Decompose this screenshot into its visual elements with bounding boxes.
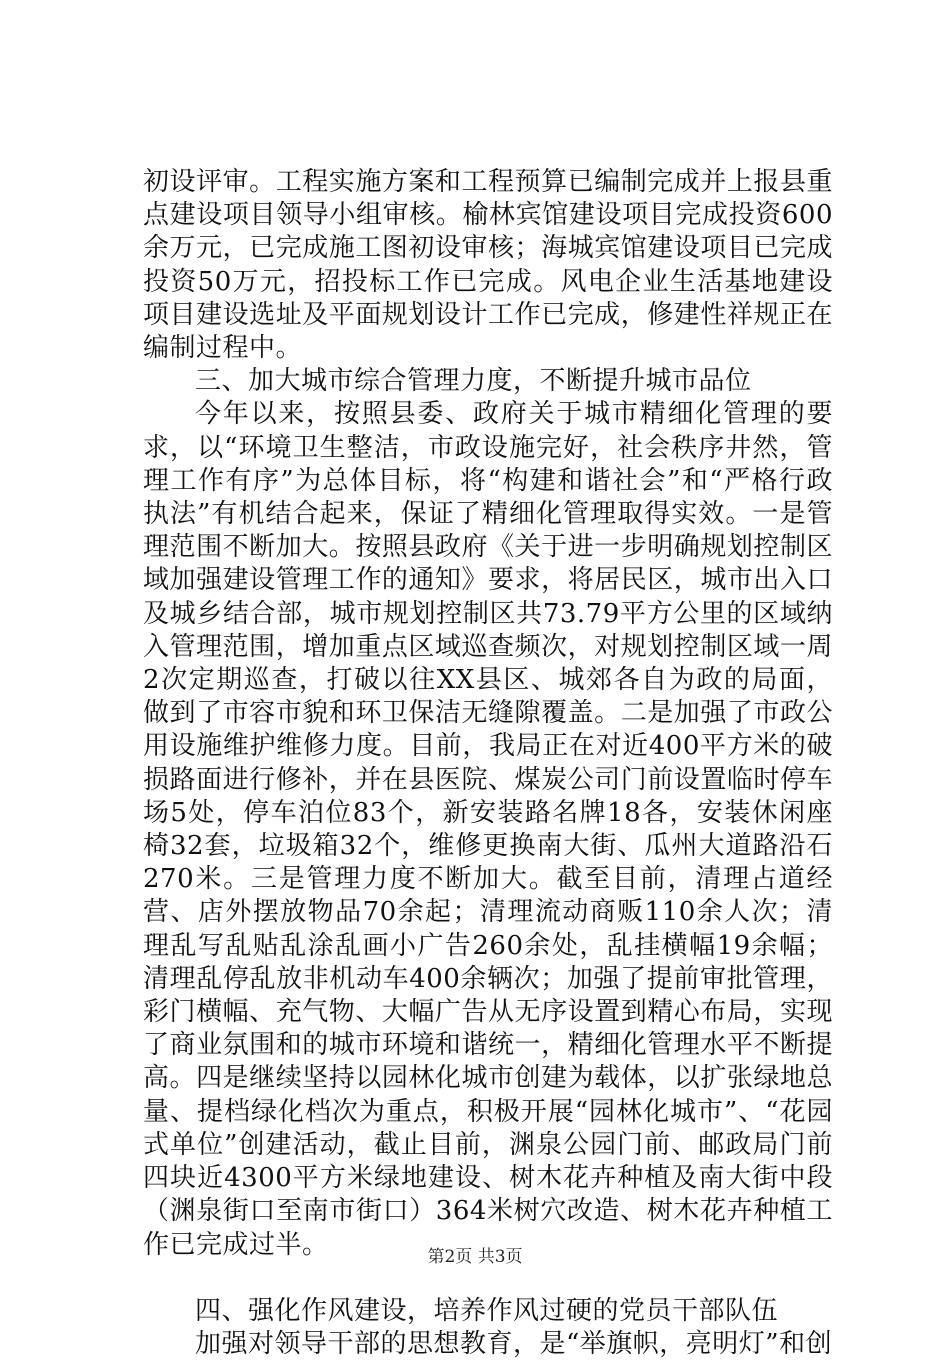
section-heading-3: 三、加大城市综合管理力度，不断提升城市品位: [195, 366, 752, 397]
paragraph-section-4: 加强对领导干部的思想教育，是“举旗帜，亮明灯”和创: [195, 1328, 833, 1359]
document-body: [143, 166, 833, 1361]
section-heading-4: 四、强化作风建设，培养作风过硬的党员干部队伍: [195, 1295, 779, 1326]
page-footer: 第2页 共3页: [427, 1247, 523, 1267]
paragraph-continued: 初设评审。工程实施方案和工程预算已编制完成并上报县重点建设项目领导小组审核。榆林宾馆建设项目完成投资600余万元，已完成施工图初设审核；海城宾馆建设项目已完成投资50万元，招投标工作已完成。风电企业生活基地建设项目建设选址及平面规划设计工作已完成，修建性祥规正在编制过程中。: [143, 167, 833, 364]
paragraph-section-3: 今年以来，按照县委、政府关于城市精细化管理的要求，以“环境卫生整洁，市政设施完好，社会秩序井然，管理工作有序”为总体目标，将“构建和谐社会”和“严格行政执法”有机结合起来，保证了精细化管理取得实效。一是管理范围不断加大。按照县政府《关于进一步明确规划控制区域加强建设管理工作的通知》要求，将居民区，城市出入口及城乡结合部，城市规划控制区共73.79平方公里的区域纳入管理范围，增加重点区域巡查频次，对规划控制区域一周2次定期巡查，打破以往XX县区、城郊各自为政的局面，做到了市容市貌和环卫保洁无缝隙覆盖。二是加强了市政公用设施维护维修力度。目前，我局正在对近400平方米的破损路面进行修补，并在县医院、煤炭公司门前设置临时停车场5处，停车泊位83个，新安装路名牌18各，安装休闲座椅32套，垃圾箱32个，维修更换南大街、瓜州大道路沿石270米。三是管理力度不断加大。截至目前，清理占道经营、店外摆放物品70余起；清理流动商贩110余人次；清理乱写乱贴乱涂乱画小广告260余处，乱挂横幅19余幅；清理乱停乱放非机动车400余辆次；加强了提前审批管理，彩门横幅、充气物、大幅广告从无序设置到精心布局，实现了商业氛围和的城市环境和谐统一，精细化管理水平不断提高。四是继续坚持以园林化城市创建为载体，以扩张绿地总量、提档绿化档次为重点，积极开展“园林化城市”、“花园式单位”创建活动，截止目前，渊泉公园门前、邮政局门前四块近4300平方米绿地建设、树木花卉种植及南大街中段（渊泉街口至南市街口）364米树穴改造、树木花卉种植工作已完成过半。: [143, 399, 833, 1260]
